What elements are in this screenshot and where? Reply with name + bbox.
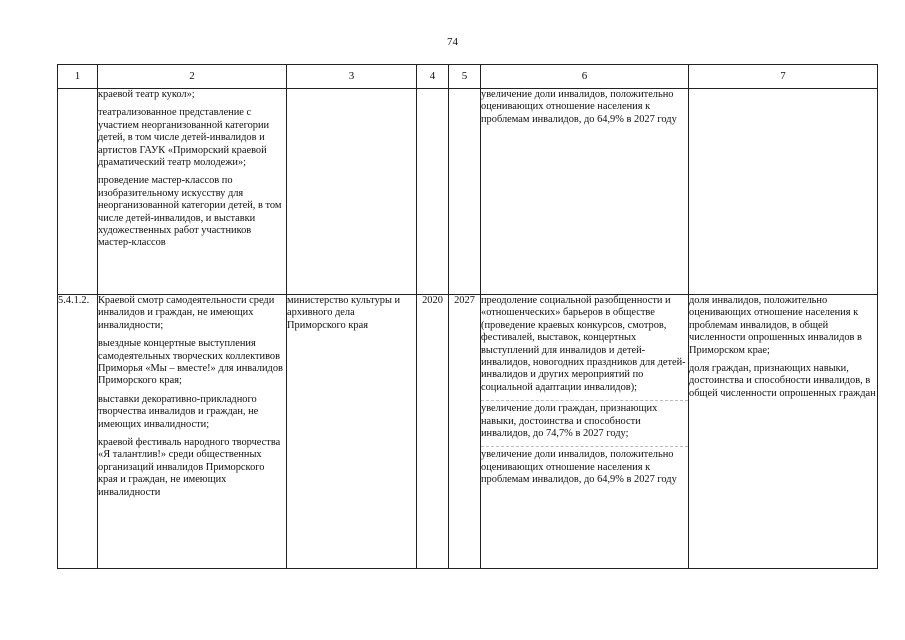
table-row (58, 89, 878, 295)
events-cell (98, 89, 287, 295)
header-col-1: 1 (58, 65, 98, 89)
end-year: 2027 (449, 295, 481, 569)
page-number: 74 (447, 36, 458, 48)
event-item: выездные концертные выступления самодеятельных творческих коллективов Приморья «Мы – вместе!» для инвалидов Приморского края; (98, 338, 283, 387)
header-col-2: 2 (98, 65, 287, 89)
header-col-6: 6 (481, 65, 689, 89)
result-item: увеличение доли граждан, признающих навыки, достоинства и способности инвалидов, до 74,7% в 2027 году; (481, 400, 688, 440)
header-col-5: 5 (449, 65, 481, 89)
event-item: театрализованное представление с участием неорганизованной категории детей, в том числе детей-инвалидов и артистов ГАУК «Приморский краевой драматический театр молодежи»; (98, 107, 270, 169)
end-year (449, 89, 481, 295)
row-number: 5.4.1.2. (58, 295, 98, 569)
results-cell (481, 295, 689, 569)
event-item: выставки декоративно-прикладного творчества инвалидов и граждан, не имеющих инвалидности; (98, 393, 259, 430)
result-item: увеличение доли инвалидов, положительно оценивающих отношение населения к проблемам инвалидов, до 64,9% в 2027 году (481, 446, 688, 486)
header-col-3: 3 (287, 65, 417, 89)
start-year (417, 89, 449, 295)
result-item: преодоление социальной разобщенности и «отношенческих» барьеров в обществе (проведение краевых конкурсов, смотров, фестивалей, выставок, концертных выступлений для инвалидов и детей-инвалидов, новогодних праздников для детей-инвалидов и других мероприятий по социальной адаптации инвалидов); (481, 295, 686, 393)
indicators-cell (689, 89, 878, 295)
header-row (58, 65, 878, 89)
events-cell (98, 295, 287, 569)
header-col-7: 7 (689, 65, 878, 89)
start-year: 2020 (417, 295, 449, 569)
event-item: краевой театр кукол»; (98, 89, 195, 100)
executor-cell: министерство культуры и архивного дела Приморского края (287, 295, 417, 569)
indicator-item: доля инвалидов, положительно оценивающих отношение населения к проблемам инвалидов, в общей численности опрошенных инвалидов в Приморском крае; (689, 295, 862, 356)
indicator-item: доля граждан, признающих навыки, достоинства и способности инвалидов, в общей численности опрошенных граждан (689, 363, 876, 399)
indicators-cell (689, 295, 878, 569)
program-table (57, 64, 878, 569)
event-item: краевой фестиваль народного творчества «Я талантлив!» среди общественных организаций инвалидов Приморского края и граждан, не имеющих инвалидности (98, 437, 281, 498)
results-cell (481, 89, 689, 295)
table-row (58, 295, 878, 569)
result-item: увеличение доли инвалидов, положительно оценивающих отношение населения к проблемам инвалидов, до 64,9% в 2027 году (481, 89, 677, 125)
header-col-4: 4 (417, 65, 449, 89)
row-number (58, 89, 98, 295)
executor-cell (287, 89, 417, 295)
event-item: проведение мастер-классов по изобразительному искусству для неорганизованной категории детей, в том числе детей-инвалидов, и выставки художественных работ участников мастер-классов (98, 175, 282, 249)
event-item: Краевой смотр самодеятельности среди инвалидов и граждан, не имеющих инвалидности; (98, 295, 275, 331)
